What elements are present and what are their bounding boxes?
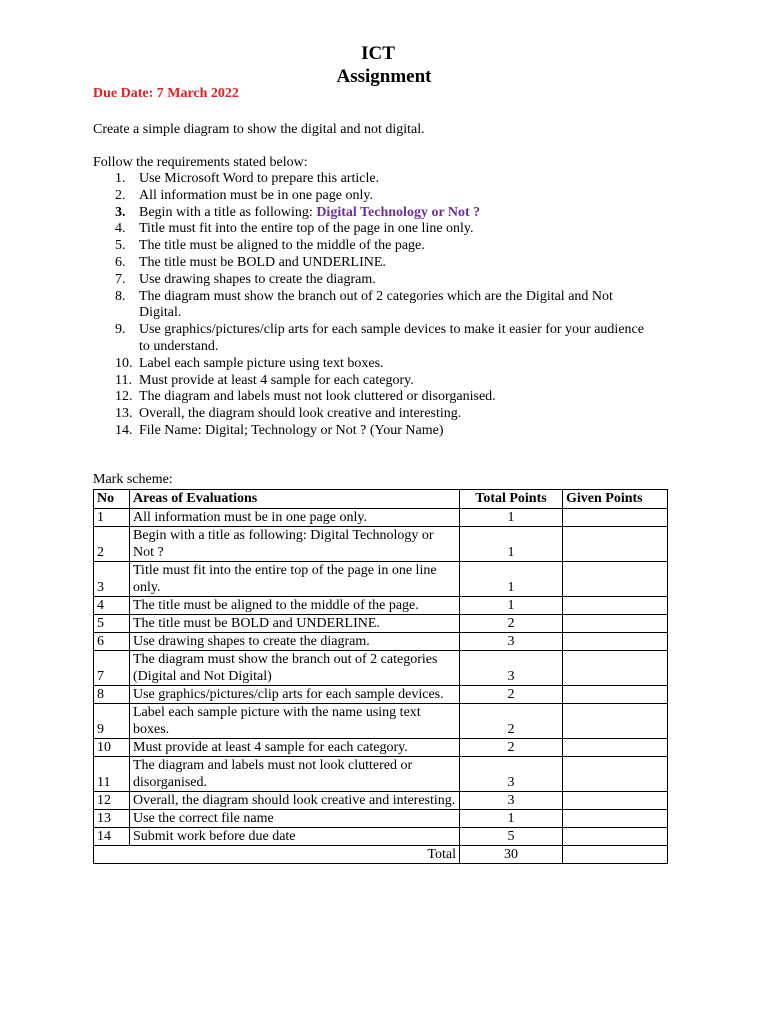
mark-scheme-label: Mark scheme: bbox=[93, 472, 173, 487]
row-area: The diagram must show the branch out of 2 categories (Digital and Not Digital) bbox=[130, 651, 460, 686]
row-area: The diagram and labels must not look cluttered or disorganised. bbox=[130, 757, 460, 792]
given-total-cell bbox=[563, 846, 668, 864]
table-row bbox=[94, 739, 668, 757]
row-area: Use drawing shapes to create the diagram. bbox=[130, 633, 460, 651]
row-no: 8 bbox=[94, 686, 130, 704]
follow-text: Follow the requirements stated below: bbox=[93, 155, 308, 170]
row-area: Use the correct file name bbox=[130, 810, 460, 828]
row-given-points bbox=[563, 810, 668, 828]
row-given-points bbox=[563, 633, 668, 651]
total-row bbox=[94, 846, 668, 864]
row-no: 9 bbox=[94, 704, 130, 739]
row-total-points: 1 bbox=[460, 509, 563, 527]
table-row bbox=[94, 704, 668, 739]
list-item: 8. The diagram must show the branch out of 2 categories which are the Digital and Not Digital. bbox=[115, 288, 613, 321]
row-no: 3 bbox=[94, 562, 130, 597]
table-header-row bbox=[94, 490, 668, 509]
table-row bbox=[94, 597, 668, 615]
list-item: 7. Use drawing shapes to create the diagram. bbox=[115, 271, 376, 287]
row-total-points: 5 bbox=[460, 828, 563, 846]
list-item: 13. Overall, the diagram should look creative and interesting. bbox=[115, 406, 462, 422]
list-item: 14. File Name: Digital; Technology or Not ? (Your Name) bbox=[115, 422, 444, 438]
list-item: 3. Begin with a title as following: Digital Technology or Not ? bbox=[115, 204, 481, 220]
title-example: Digital Technology or Not ? bbox=[316, 204, 481, 220]
table-row bbox=[94, 686, 668, 704]
row-total-points: 3 bbox=[460, 792, 563, 810]
row-area: Title must fit into the entire top of the page in one line only. bbox=[130, 562, 460, 597]
requirements-list bbox=[93, 171, 653, 440]
row-given-points bbox=[563, 792, 668, 810]
list-item: 10. Label each sample picture using text boxes. bbox=[115, 355, 384, 371]
intro-text: Create a simple diagram to show the digital and not digital. bbox=[93, 122, 425, 137]
row-given-points bbox=[563, 739, 668, 757]
row-total-points: 3 bbox=[460, 757, 563, 792]
row-given-points bbox=[563, 686, 668, 704]
row-given-points bbox=[563, 704, 668, 739]
row-given-points bbox=[563, 597, 668, 615]
row-no: 13 bbox=[94, 810, 130, 828]
table-row bbox=[94, 633, 668, 651]
row-total-points: 2 bbox=[460, 739, 563, 757]
row-total-points: 1 bbox=[460, 527, 563, 562]
row-total-points: 2 bbox=[460, 704, 563, 739]
table-row bbox=[94, 527, 668, 562]
header-area: Areas of Evaluations bbox=[130, 490, 460, 509]
row-area: All information must be in one page only. bbox=[130, 509, 460, 527]
mark-scheme-table bbox=[93, 489, 668, 864]
row-total-points: 1 bbox=[460, 597, 563, 615]
row-total-points: 3 bbox=[460, 651, 563, 686]
row-no: 4 bbox=[94, 597, 130, 615]
row-total-points: 3 bbox=[460, 633, 563, 651]
row-area: The title must be aligned to the middle of the page. bbox=[130, 597, 460, 615]
title-line-1: ICT bbox=[361, 43, 395, 64]
header-total-points: Total Points bbox=[460, 490, 563, 509]
row-no: 12 bbox=[94, 792, 130, 810]
header-given-points: Given Points bbox=[563, 490, 668, 509]
row-no: 6 bbox=[94, 633, 130, 651]
title-line-2: Assignment bbox=[336, 66, 432, 87]
row-given-points bbox=[563, 562, 668, 597]
row-no: 11 bbox=[94, 757, 130, 792]
row-given-points bbox=[563, 509, 668, 527]
table-row bbox=[94, 757, 668, 792]
table-row bbox=[94, 651, 668, 686]
row-given-points bbox=[563, 757, 668, 792]
row-area: Overall, the diagram should look creative and interesting. bbox=[130, 792, 460, 810]
row-area: Use graphics/pictures/clip arts for each sample devices. bbox=[130, 686, 460, 704]
list-item: 1. Use Microsoft Word to prepare this article. bbox=[115, 171, 380, 186]
row-given-points bbox=[563, 615, 668, 633]
row-no: 5 bbox=[94, 615, 130, 633]
total-label: Total bbox=[130, 846, 460, 864]
row-total-points: 1 bbox=[460, 562, 563, 597]
row-no: 2 bbox=[94, 527, 130, 562]
list-item: 12. The diagram and labels must not look cluttered or disorganised. bbox=[115, 389, 496, 405]
total-value: 30 bbox=[460, 846, 563, 864]
table-row bbox=[94, 615, 668, 633]
row-no: 7 bbox=[94, 651, 130, 686]
list-item: 5. The title must be aligned to the middle of the page. bbox=[115, 238, 425, 254]
row-given-points bbox=[563, 651, 668, 686]
list-item: 6. The title must be BOLD and UNDERLINE. bbox=[115, 254, 386, 270]
table-row bbox=[94, 828, 668, 846]
list-item: 4. Title must fit into the entire top of the page in one line only. bbox=[115, 221, 474, 237]
row-area: Begin with a title as following: Digital Technology or Not ? bbox=[130, 527, 460, 562]
row-total-points: 2 bbox=[460, 615, 563, 633]
row-no: 10 bbox=[94, 739, 130, 757]
row-no: 1 bbox=[94, 509, 130, 527]
table-row bbox=[94, 792, 668, 810]
list-item: 2. All information must be in one page only. bbox=[115, 187, 373, 203]
total-blank-cell bbox=[94, 846, 130, 864]
row-given-points bbox=[563, 527, 668, 562]
table-row bbox=[94, 562, 668, 597]
row-total-points: 2 bbox=[460, 686, 563, 704]
table-row bbox=[94, 509, 668, 527]
row-area: Submit work before due date bbox=[130, 828, 460, 846]
row-total-points: 1 bbox=[460, 810, 563, 828]
row-given-points bbox=[563, 828, 668, 846]
list-item: 9. Use graphics/pictures/clip arts for each sample devices to make it easier for your audience to understand. bbox=[115, 322, 644, 354]
row-area: Must provide at least 4 sample for each category. bbox=[130, 739, 460, 757]
table-row bbox=[94, 810, 668, 828]
row-no: 14 bbox=[94, 828, 130, 846]
list-item: 11. Must provide at least 4 sample for each category. bbox=[115, 372, 414, 388]
header-no: No bbox=[94, 490, 130, 509]
due-date: Due Date: 7 March 2022 bbox=[93, 86, 239, 101]
row-area: The title must be BOLD and UNDERLINE. bbox=[130, 615, 460, 633]
row-area: Label each sample picture with the name using text boxes. bbox=[130, 704, 460, 739]
